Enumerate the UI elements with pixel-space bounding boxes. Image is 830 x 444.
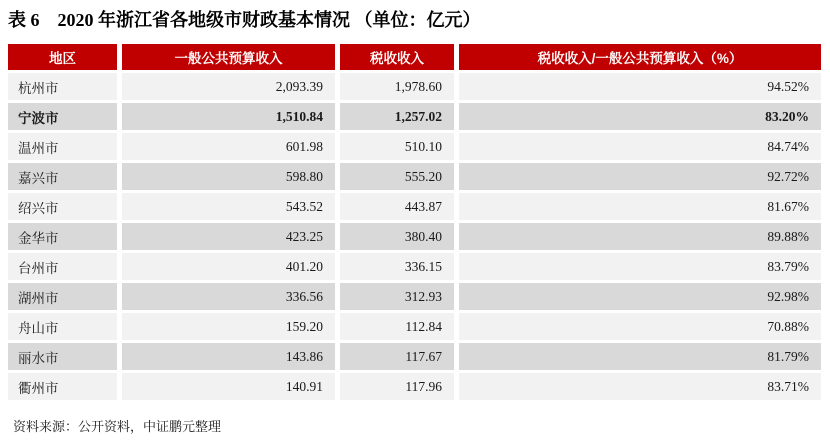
cell-budget-revenue: 140.91 [122, 373, 335, 400]
cell-region: 湖州市 [8, 283, 117, 310]
cell-tax-ratio: 83.71% [459, 373, 821, 400]
cell-region: 绍兴市 [8, 193, 117, 220]
finance-table [8, 44, 821, 400]
cell-budget-revenue: 336.56 [122, 283, 335, 310]
cell-budget-revenue: 2,093.39 [122, 73, 335, 100]
cell-tax-ratio: 84.74% [459, 133, 821, 160]
cell-tax-ratio: 81.79% [459, 343, 821, 370]
column-header-tax-ratio: 税收收入/一般公共预算收入（%） [459, 44, 821, 70]
cell-tax-revenue: 510.10 [340, 133, 454, 160]
cell-tax-revenue: 336.15 [340, 253, 454, 280]
cell-tax-revenue: 117.67 [340, 343, 454, 370]
cell-tax-revenue: 443.87 [340, 193, 454, 220]
cell-budget-revenue: 159.20 [122, 313, 335, 340]
cell-region: 金华市 [8, 223, 117, 250]
cell-tax-revenue: 117.96 [340, 373, 454, 400]
cell-tax-ratio: 83.79% [459, 253, 821, 280]
cell-tax-ratio: 92.72% [459, 163, 821, 190]
cell-region: 衢州市 [8, 373, 117, 400]
cell-tax-revenue: 380.40 [340, 223, 454, 250]
cell-budget-revenue: 401.20 [122, 253, 335, 280]
cell-budget-revenue: 423.25 [122, 223, 335, 250]
cell-region: 嘉兴市 [8, 163, 117, 190]
cell-budget-revenue: 598.80 [122, 163, 335, 190]
cell-budget-revenue: 1,510.84 [122, 103, 335, 130]
cell-tax-ratio: 83.20% [459, 103, 821, 130]
cell-region: 舟山市 [8, 313, 117, 340]
cell-region: 丽水市 [8, 343, 117, 370]
cell-tax-revenue: 1,978.60 [340, 73, 454, 100]
cell-tax-ratio: 94.52% [459, 73, 821, 100]
cell-region: 杭州市 [8, 73, 117, 100]
column-header-region: 地区 [8, 44, 117, 70]
cell-budget-revenue: 543.52 [122, 193, 335, 220]
column-header-budget-revenue: 一般公共预算收入 [122, 44, 335, 70]
cell-tax-revenue: 1,257.02 [340, 103, 454, 130]
source-note: 资料来源：公开资料，中证鹏元整理 [13, 419, 222, 434]
cell-tax-revenue: 312.93 [340, 283, 454, 310]
cell-region: 台州市 [8, 253, 117, 280]
cell-tax-revenue: 555.20 [340, 163, 454, 190]
cell-region: 温州市 [8, 133, 117, 160]
cell-budget-revenue: 601.98 [122, 133, 335, 160]
cell-tax-ratio: 81.67% [459, 193, 821, 220]
cell-tax-ratio: 92.98% [459, 283, 821, 310]
cell-budget-revenue: 143.86 [122, 343, 335, 370]
cell-region: 宁波市 [8, 103, 117, 130]
column-header-tax-revenue: 税收收入 [340, 44, 454, 70]
cell-tax-ratio: 89.88% [459, 223, 821, 250]
cell-tax-ratio: 70.88% [459, 313, 821, 340]
cell-tax-revenue: 112.84 [340, 313, 454, 340]
table-title: 表 6 2020 年浙江省各地级市财政基本情况 （单位：亿元） [8, 10, 481, 30]
